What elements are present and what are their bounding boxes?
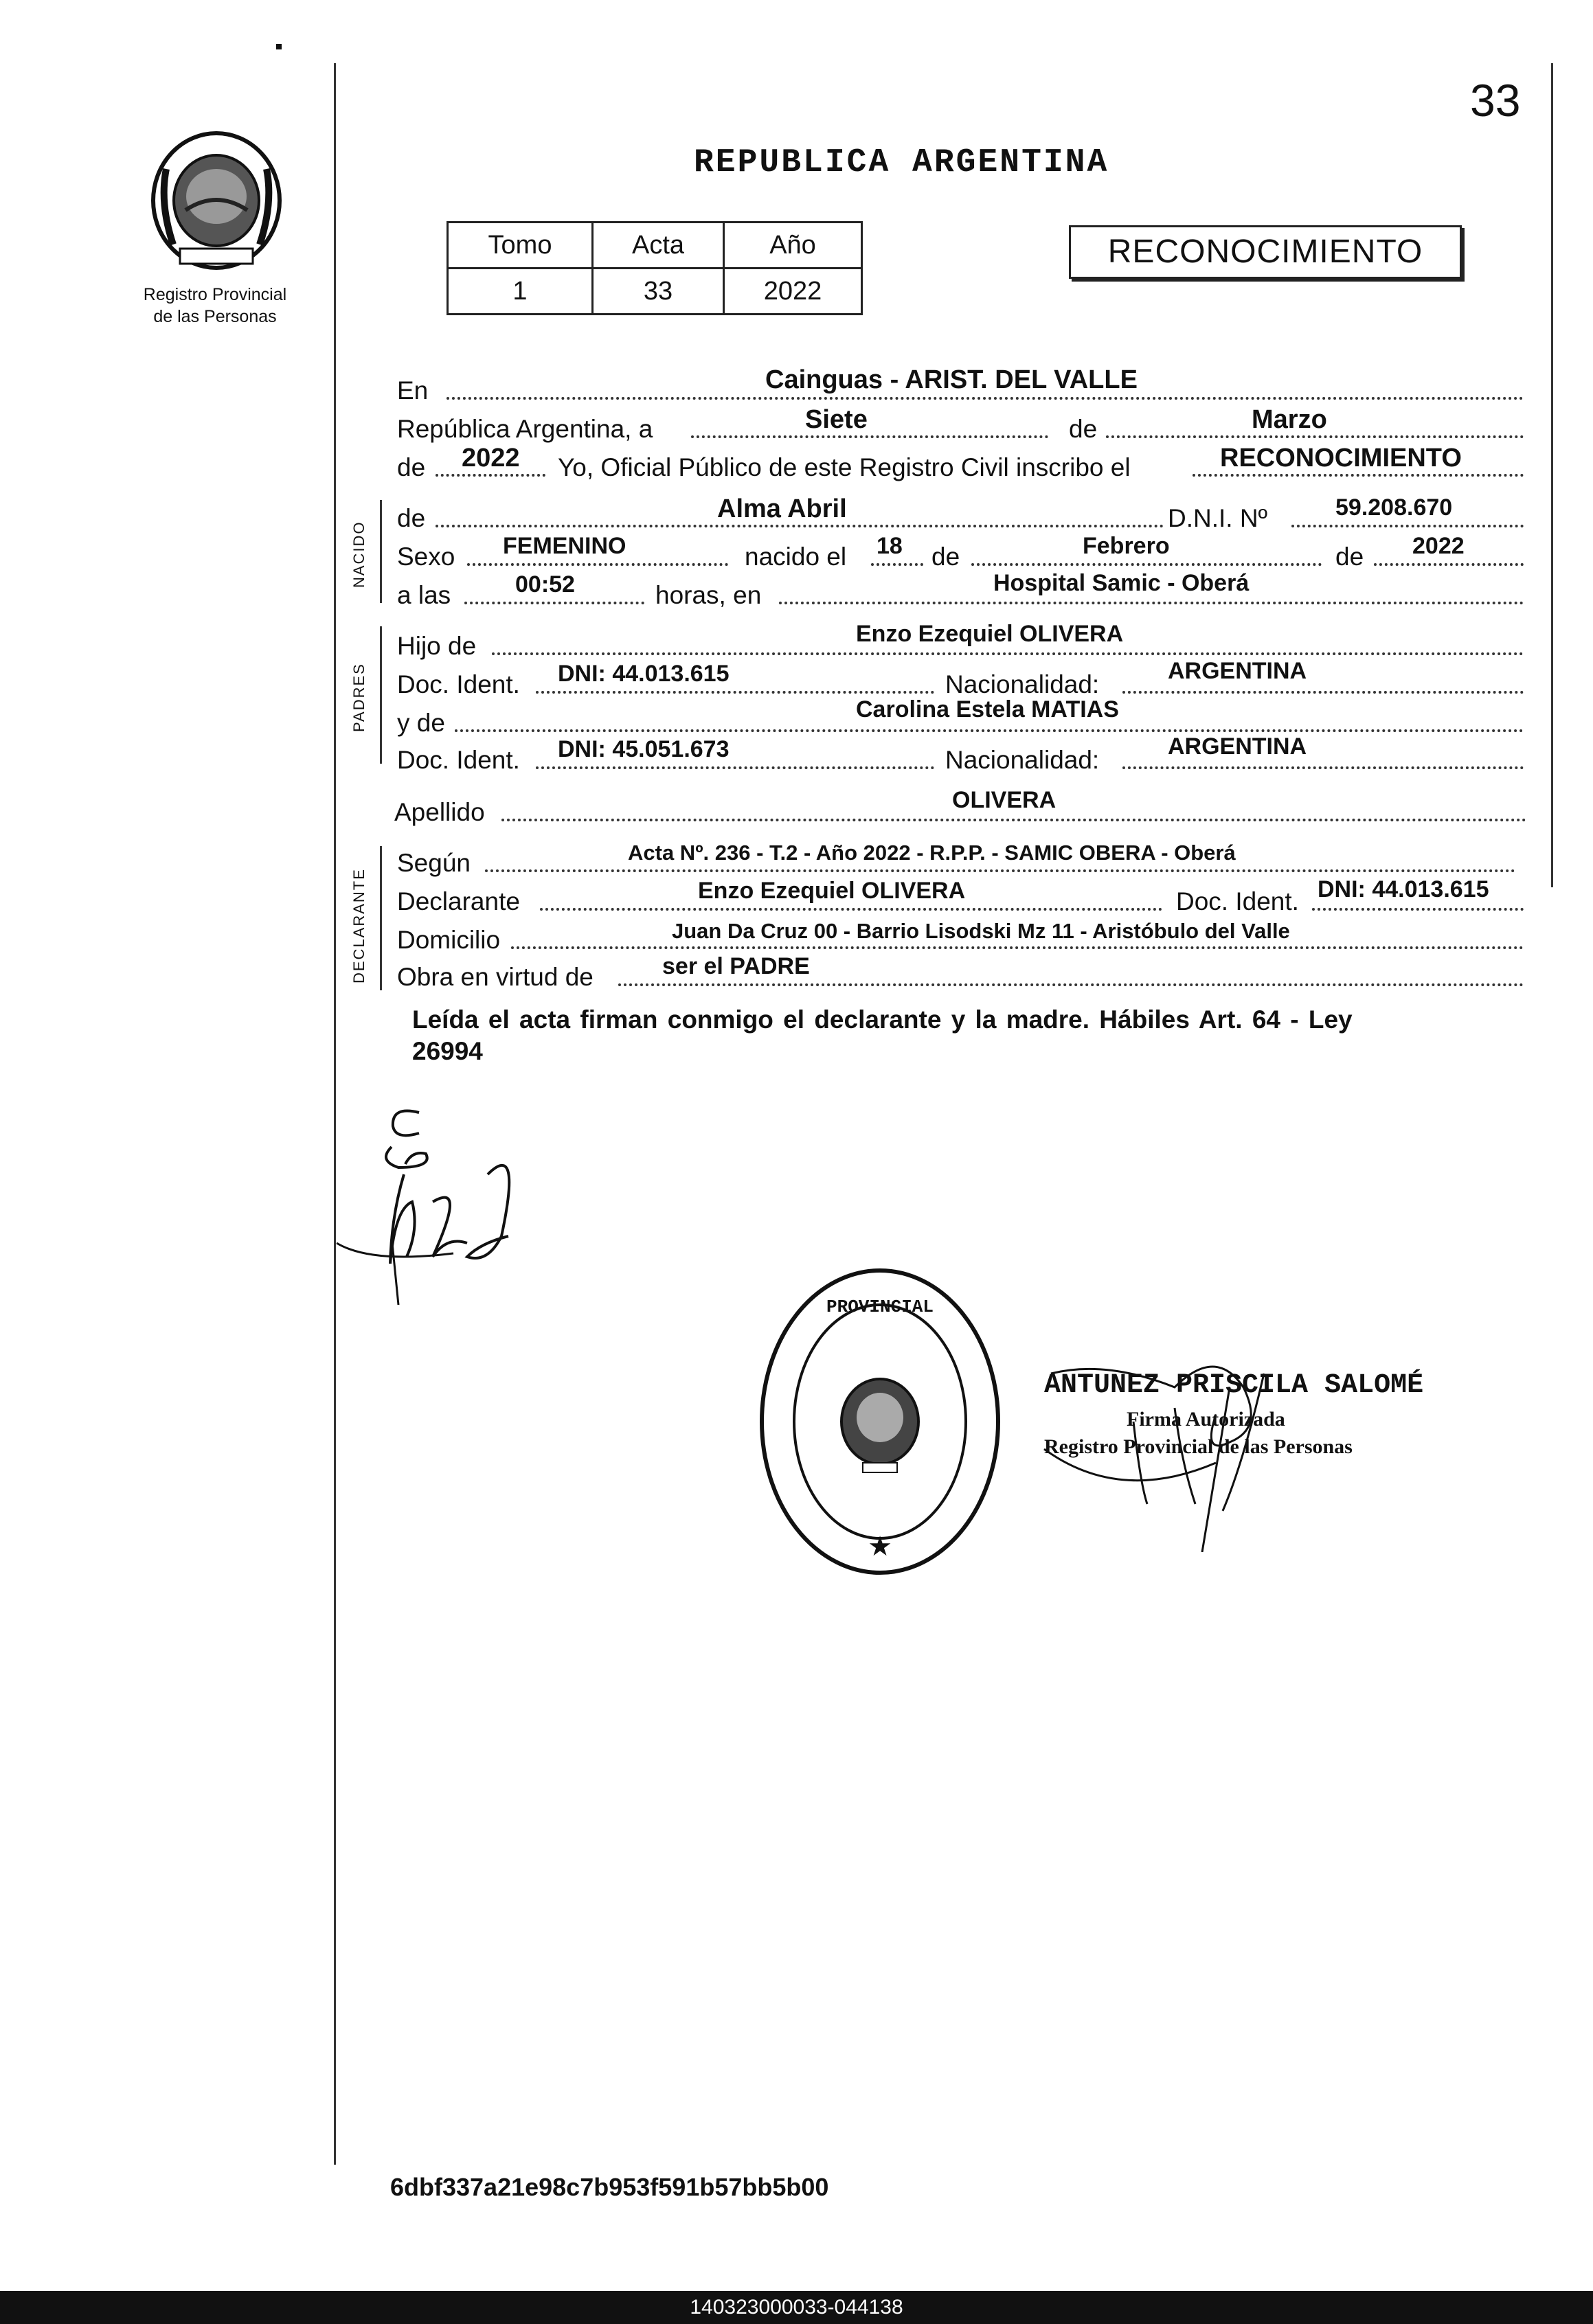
footer-id-bar: 140323000033-044138 xyxy=(0,2291,1593,2324)
org-name-line1: Registro Provincial xyxy=(143,285,287,304)
org-name xyxy=(122,284,308,328)
field-declarante-doc: DNI: 44.013.615 xyxy=(1318,876,1489,902)
field-madre: Carolina Estela MATIAS xyxy=(856,696,1119,722)
dots-lugar-nac xyxy=(779,602,1524,604)
label-republica: República Argentina, a xyxy=(397,415,653,443)
dots-nac-mes xyxy=(971,563,1322,566)
record-header-tomo: Tomo xyxy=(448,223,593,269)
dots-anio xyxy=(436,474,545,477)
dots-padre-nac xyxy=(1122,691,1524,694)
record-type-box: RECONOCIMIENTO xyxy=(1069,225,1462,279)
dots-declarante-doc xyxy=(1312,908,1524,911)
label-padre-doc: Doc. Ident. xyxy=(397,670,520,698)
field-dni: 59.208.670 xyxy=(1335,494,1453,521)
closing-line1: Leída el acta firman conmigo el declarante y la madre. Hábiles Art. 64 - Ley xyxy=(412,1005,1353,1034)
dots-obra xyxy=(618,983,1524,986)
dots-madre-nac xyxy=(1122,766,1524,769)
record-header-acta: Acta xyxy=(593,223,724,269)
official-org: Registro Provincial de las Personas xyxy=(1044,1435,1353,1458)
province-seal xyxy=(146,128,287,273)
label-segun: Según xyxy=(397,849,471,877)
side-label-declarante: DECLARANTE xyxy=(350,868,368,983)
section-bracket-nacido xyxy=(380,500,382,603)
label-padre-nacionalidad: Nacionalidad: xyxy=(945,670,1100,698)
label-de-mes: de xyxy=(1069,415,1098,443)
label-apellido: Apellido xyxy=(394,798,485,826)
label-domicilio: Domicilio xyxy=(397,926,501,954)
field-nac-mes: Febrero xyxy=(1083,533,1170,559)
dots-padre-doc xyxy=(536,691,934,694)
dots-segun xyxy=(485,869,1515,872)
dots-mes xyxy=(1106,435,1524,438)
dots-madre xyxy=(455,729,1524,732)
field-nombre: Alma Abril xyxy=(717,494,847,523)
field-lugar: Cainguas - ARIST. DEL VALLE xyxy=(765,365,1138,394)
field-obra: ser el PADRE xyxy=(662,953,810,979)
label-obra: Obra en virtud de xyxy=(397,963,594,991)
org-name-line2: de las Personas xyxy=(153,307,277,326)
dots-hora xyxy=(464,602,644,604)
label-de-anio: de xyxy=(397,453,426,481)
dots-en xyxy=(447,397,1524,400)
dots-domicilio xyxy=(511,946,1524,949)
field-nac-anio: 2022 xyxy=(1412,533,1465,559)
record-value-acta: 33 xyxy=(593,269,724,315)
label-a-las: a las xyxy=(397,581,451,609)
field-madre-doc: DNI: 45.051.673 xyxy=(558,736,730,762)
dots-madre-doc xyxy=(536,766,934,769)
label-declarante: Declarante xyxy=(397,887,520,915)
dots-nombre xyxy=(436,525,1164,527)
field-padre-doc: DNI: 44.013.615 xyxy=(558,661,730,687)
svg-text:★: ★ xyxy=(868,1531,892,1562)
dots-acto xyxy=(1193,474,1524,477)
dots-nac-anio xyxy=(1374,563,1524,566)
official-stamp xyxy=(753,1264,1007,1580)
dots-nac-dia xyxy=(871,563,923,566)
label-yo: Yo, Oficial Público de este Registro Civil inscribo el xyxy=(558,453,1131,481)
label-horas: horas, en xyxy=(655,581,762,609)
label-nacido: nacido el xyxy=(745,543,847,571)
dots-declarante xyxy=(540,908,1162,911)
label-madre-nacionalidad: Nacionalidad: xyxy=(945,746,1100,774)
field-segun: Acta Nº. 236 - T.2 - Año 2022 - R.P.P. - SAMIC OBERA - Oberá xyxy=(628,841,1236,865)
field-padre-nac: ARGENTINA xyxy=(1168,658,1307,684)
section-bracket-declarante xyxy=(380,846,382,990)
field-madre-nac: ARGENTINA xyxy=(1168,733,1307,760)
label-hijo-de: Hijo de xyxy=(397,632,477,660)
field-declarante: Enzo Ezequiel OLIVERA xyxy=(698,878,966,904)
label-y-de: y de xyxy=(397,709,445,737)
label-madre-doc: Doc. Ident. xyxy=(397,746,520,774)
label-de-nac-anio: de xyxy=(1335,543,1364,571)
label-dni: D.N.I. Nº xyxy=(1168,504,1268,532)
closing-statement xyxy=(412,1004,1511,1067)
field-sexo: FEMENINO xyxy=(503,533,626,559)
field-mes: Marzo xyxy=(1252,405,1327,434)
official-role: Firma Autorizada xyxy=(1127,1408,1285,1431)
closing-line2: 26994 xyxy=(412,1037,483,1065)
side-label-padres: PADRES xyxy=(350,663,368,732)
label-en: En xyxy=(397,376,429,405)
side-label-nacido: NACIDO xyxy=(350,521,368,588)
dots-dia xyxy=(691,435,1048,438)
record-table xyxy=(447,221,863,315)
punch-mark xyxy=(276,44,282,49)
official-name: ANTUNEZ PRISCILA SALOMÉ xyxy=(1044,1370,1424,1401)
label-de-nac-mes: de xyxy=(931,543,960,571)
record-value-tomo: 1 xyxy=(448,269,593,315)
page-number: 33 xyxy=(1470,75,1521,126)
record-header-anio: Año xyxy=(724,223,862,269)
field-acto: RECONOCIMIENTO xyxy=(1220,444,1462,472)
dots-apellido xyxy=(501,819,1526,821)
field-apellido: OLIVERA xyxy=(952,787,1057,813)
field-anio: 2022 xyxy=(462,444,520,472)
svg-text:PROVINCIAL: PROVINCIAL xyxy=(826,1297,934,1317)
label-declarante-doc: Doc. Ident. xyxy=(1176,887,1299,915)
dots-dni xyxy=(1291,525,1524,527)
section-bracket-padres xyxy=(380,626,382,764)
field-domicilio: Juan Da Cruz 00 - Barrio Lisodski Mz 11 - Aristóbulo del Valle xyxy=(672,919,1290,943)
document-hash: 6dbf337a21e98c7b953f591b57bb5b00 xyxy=(390,2173,829,2201)
field-padre: Enzo Ezequiel OLIVERA xyxy=(856,621,1124,647)
label-de-nombre: de xyxy=(397,504,426,532)
field-hora: 00:52 xyxy=(515,571,575,597)
label-sexo: Sexo xyxy=(397,543,455,571)
field-dia: Siete xyxy=(805,405,868,434)
field-lugar-nac: Hospital Samic - Oberá xyxy=(993,570,1250,596)
declarant-signature xyxy=(330,1099,550,1312)
dots-padre xyxy=(492,652,1524,655)
dots-sexo xyxy=(467,563,728,566)
field-nac-dia: 18 xyxy=(877,533,903,559)
record-value-anio: 2022 xyxy=(724,269,862,315)
right-margin-rule xyxy=(1551,63,1553,887)
document-title: REPUBLICA ARGENTINA xyxy=(694,144,1109,181)
